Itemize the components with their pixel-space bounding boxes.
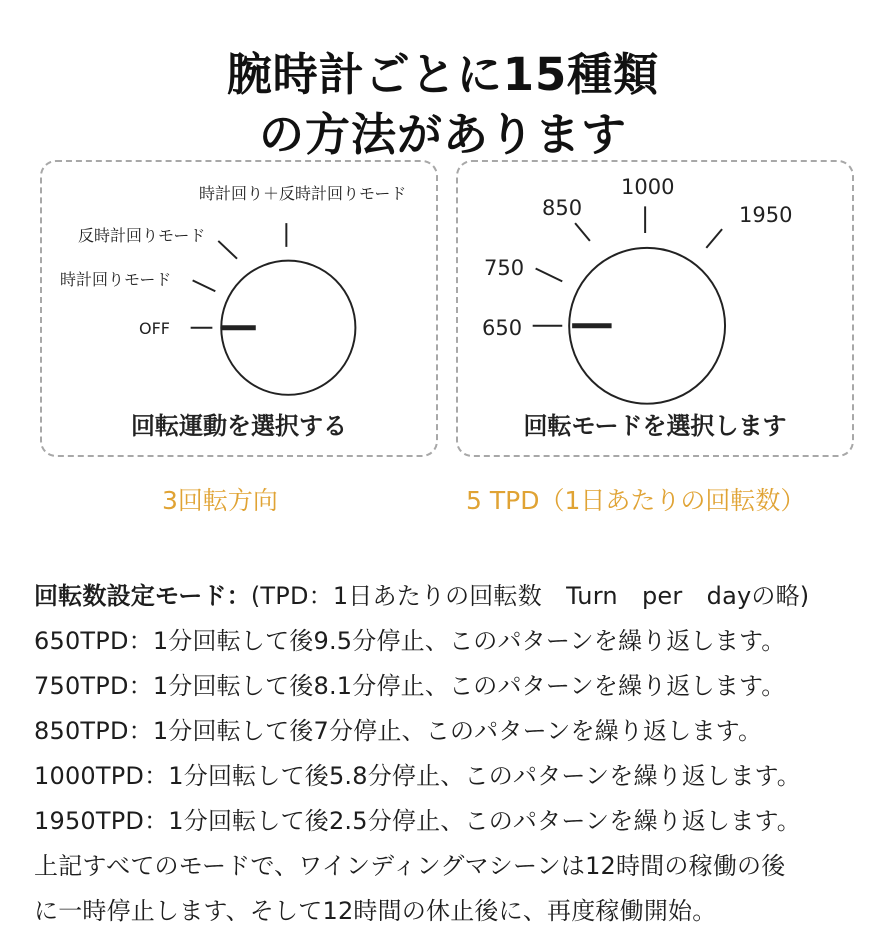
description-line-prefix: 1950TPD： [34,807,169,835]
tpd-subtitle: 5 TPD（1日あたりの回転数） [466,486,806,515]
description-line-prefix: 750TPD： [34,672,153,700]
description-line-operation-note-1: 上記すべてのモードで、ワインディングマシーンは12時間の稼働の後 [34,852,786,880]
clockwise-counterclockwise-mode-label: 時計回り＋反時計回りモード [199,184,407,203]
description-line-650 [34,619,854,664]
description-line-text: 1分回転して後8.1分停止、このパターンを繰り返します。 [152,672,786,700]
counterclockwise-indicator-line [218,241,237,259]
clockwise-indicator-line [193,280,216,291]
tpd-850-label: 850 [542,196,583,220]
off-mode-label: OFF [139,319,170,338]
rotation-mode-panel [456,160,854,457]
tpd-1000-label: 1000 [621,175,675,199]
tpd-650-label: 650 [482,316,523,340]
rotation-direction-caption: 回転運動を選択する [131,412,347,440]
description-line-prefix: 850TPD： [34,717,153,745]
description-line-750 [34,664,854,709]
rotation-direction-subtitle: 3回転方向 [162,486,278,515]
tpd-850-indicator-line [575,223,590,241]
description-line-operation-note-2: に一時停止します、そして12時間の休止後に、再度稼働開始。 [34,897,717,925]
clockwise-mode-label: 時計回りモード [60,270,172,289]
description-line-text: 1分回転して後9.5分停止、このパターンを繰り返します。 [152,627,786,655]
tpd-750-indicator-line [536,269,563,282]
description-line-prefix: 回転数設定モード： [34,582,251,610]
description-line-text: 1分回転して後2.5分停止、このパターンを繰り返します。 [168,807,801,835]
tpd-1950-indicator-line [706,229,722,248]
description-line-tpd-definition [34,574,854,619]
tpd-750-label: 750 [484,256,525,280]
description-line-text: 1分回転して後7分停止、このパターンを繰り返します。 [152,717,763,745]
counterclockwise-mode-label: 反時計回りモード [78,226,206,245]
rotation-mode-caption: 回転モードを選択します [523,412,787,440]
description-line-text: 1分回転して後5.8分停止、このパターンを繰り返します。 [168,762,801,790]
description-body [34,574,854,934]
description-line-prefix: 650TPD： [34,627,153,655]
description-line-1950 [34,799,854,844]
rotation-direction-panel [40,160,438,457]
page-title-line-1: 腕時計ごとに15種類 [226,48,660,102]
description-line-850 [34,709,854,754]
tpd-1950-label: 1950 [739,203,793,227]
page-title-line-2: の方法があります [258,108,627,162]
description-line-text: (TPD：1日あたりの回転数 Turn per dayの略) [250,582,810,610]
description-line-1000 [34,754,854,799]
description-line-prefix: 1000TPD： [34,762,169,790]
